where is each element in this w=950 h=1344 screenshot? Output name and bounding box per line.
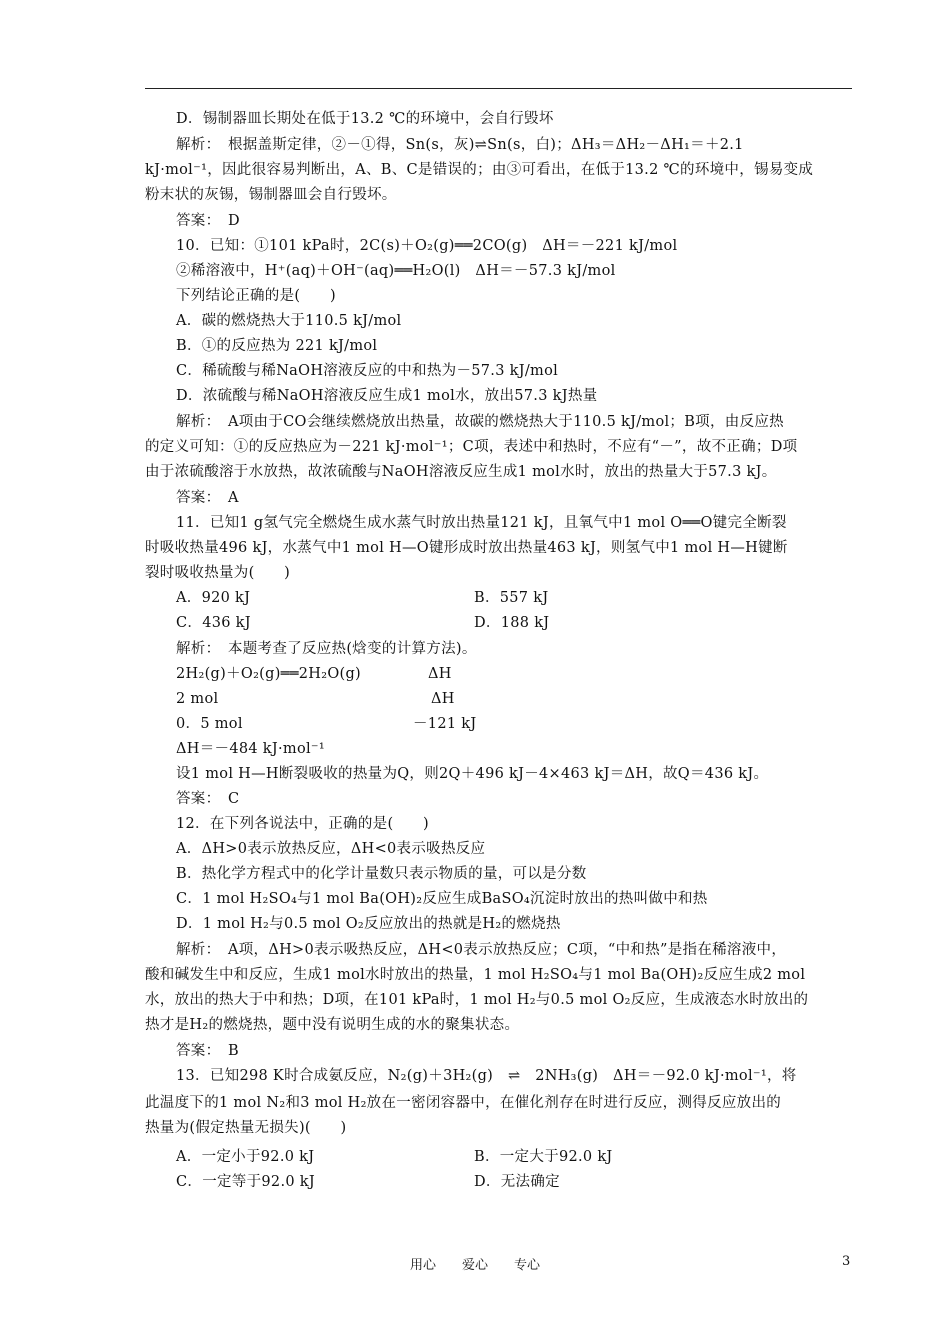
text-line: 由于浓硫酸溶于水放热，故浓硫酸与NaOH溶液反应生成1 mol水时，放出的热量大于57.3 kJ。 <box>145 464 777 480</box>
header-rule <box>145 88 852 89</box>
text-line: －121 kJ <box>413 716 477 732</box>
text-line: 答案： B <box>176 1043 239 1059</box>
text-line: kJ·mol⁻¹，因此很容易判断出，A、B、C是错误的；由③可看出，在低于13.2 ℃的环境中，锡易变成 <box>145 162 814 178</box>
text-line: 解析： A项，ΔH>0表示吸热反应，ΔH<0表示放热反应；C项，“中和热”是指在稀溶液中， <box>176 942 787 958</box>
text-line: A．920 kJ <box>176 590 251 606</box>
text-line: B．557 kJ <box>474 590 549 606</box>
text-line: 解析： 根据盖斯定律，②－①得，Sn(s，灰)⇌Sn(s，白)；ΔH₃＝ΔH₂－ΔH₁＝＋2.1 <box>176 137 744 153</box>
text-line: 12．在下列各说法中，正确的是( ) <box>176 816 429 832</box>
text-line: 0．5 mol <box>176 716 243 732</box>
text-line: C．436 kJ <box>176 615 251 631</box>
text-line: D．浓硫酸与稀NaOH溶液反应生成1 mol水，放出57.3 kJ热量 <box>176 388 598 404</box>
text-line: B．一定大于92.0 kJ <box>474 1149 613 1165</box>
text-line: D．无法确定 <box>474 1174 560 1190</box>
text-line: 酸和碱发生中和反应，生成1 mol水时放出的热量，1 mol H₂SO₄与1 mol Ba(OH)₂反应生成2 mol <box>145 967 806 983</box>
text-line: 水，放出的热大于中和热；D项，在101 kPa时，1 mol H₂与0.5 mol O₂反应，生成液态水时放出的 <box>145 992 809 1008</box>
text-line: ΔH <box>428 666 452 682</box>
text-line: D．188 kJ <box>474 615 550 631</box>
footer-slogan: 用心 爱心 专心 <box>410 1258 541 1273</box>
text-line: 的定义可知：①的反应热应为－221 kJ·mol⁻¹；C项，表述中和热时，不应有“－”，故不正确；D项 <box>145 439 798 455</box>
text-line: A．一定小于92.0 kJ <box>176 1149 315 1165</box>
text-line: 解析： 本题考查了反应热(焓变的计算方法)。 <box>176 641 477 657</box>
text-line: ②稀溶液中，H⁺(aq)＋OH⁻(aq)══H₂O(l) ΔH＝－57.3 kJ/mol <box>176 263 616 279</box>
text-line: 答案： C <box>176 791 240 807</box>
text-line: 10．已知：①101 kPa时，2C(s)＋O₂(g)══2CO(g) ΔH＝－221 kJ/mol <box>176 238 678 254</box>
text-line: 下列结论正确的是( ) <box>176 288 336 304</box>
text-line: 热量为(假定热量无损失)( ) <box>145 1120 347 1136</box>
text-line: C．稀硫酸与稀NaOH溶液反应的中和热为－57.3 kJ/mol <box>176 363 559 379</box>
text-line: 2 mol <box>176 691 219 707</box>
text-line: D．锡制器皿长期处在低于13.2 ℃的环境中，会自行毁坏 <box>176 111 554 127</box>
text-line: B．①的反应热为 221 kJ/mol <box>176 338 378 354</box>
text-line: ΔH＝－484 kJ·mol⁻¹ <box>176 741 325 757</box>
text-line: 答案： A <box>176 490 239 506</box>
text-line: 此温度下的1 mol N₂和3 mol H₂放在一密闭容器中，在催化剂存在时进行反应，测得反应放出的 <box>145 1095 782 1111</box>
text-line: ΔH <box>431 691 455 707</box>
text-line: 13．已知298 K时合成氨反应，N₂(g)＋3H₂(g) ⇌ 2NH₃(g) ΔH＝－92.0 kJ·mol⁻¹，将 <box>176 1068 797 1084</box>
text-line: C．一定等于92.0 kJ <box>176 1174 315 1190</box>
text-line: 设1 mol H—H断裂吸收的热量为Q，则2Q＋496 kJ－4×463 kJ＝ΔH，故Q＝436 kJ。 <box>176 766 769 782</box>
text-line: 11．已知1 g氢气完全燃烧生成水蒸气时放出热量121 kJ，且氧气中1 mol O══O键完全断裂 <box>176 515 787 531</box>
text-line: A．ΔH>0表示放热反应，ΔH<0表示吸热反应 <box>176 841 486 857</box>
text-line: 解析： A项由于CO会继续燃烧放出热量，故碳的燃烧热大于110.5 kJ/mol；B项，由反应热 <box>176 414 784 430</box>
text-line: A．碳的燃烧热大于110.5 kJ/mol <box>176 313 402 329</box>
text-line: 裂时吸收热量为( ) <box>145 565 291 581</box>
text-line: 粉末状的灰锡，锡制器皿会自行毁坏。 <box>145 187 397 203</box>
text-line: 热才是H₂的燃烧热，题中没有说明生成的水的聚集状态。 <box>145 1017 520 1033</box>
page-number: 3 <box>842 1254 851 1269</box>
text-line: B．热化学方程式中的化学计量数只表示物质的量，可以是分数 <box>176 866 587 882</box>
text-line: 答案： D <box>176 213 240 229</box>
text-line: D．1 mol H₂与0.5 mol O₂反应放出的热就是H₂的燃烧热 <box>176 916 561 932</box>
text-line: 时吸收热量496 kJ，水蒸气中1 mol H—O键形成时放出热量463 kJ，则氢气中1 mol H—H键断 <box>145 540 788 556</box>
text-line: C．1 mol H₂SO₄与1 mol Ba(OH)₂反应生成BaSO₄沉淀时放出的热叫做中和热 <box>176 891 708 907</box>
text-line: 2H₂(g)＋O₂(g)══2H₂O(g) <box>176 666 362 682</box>
